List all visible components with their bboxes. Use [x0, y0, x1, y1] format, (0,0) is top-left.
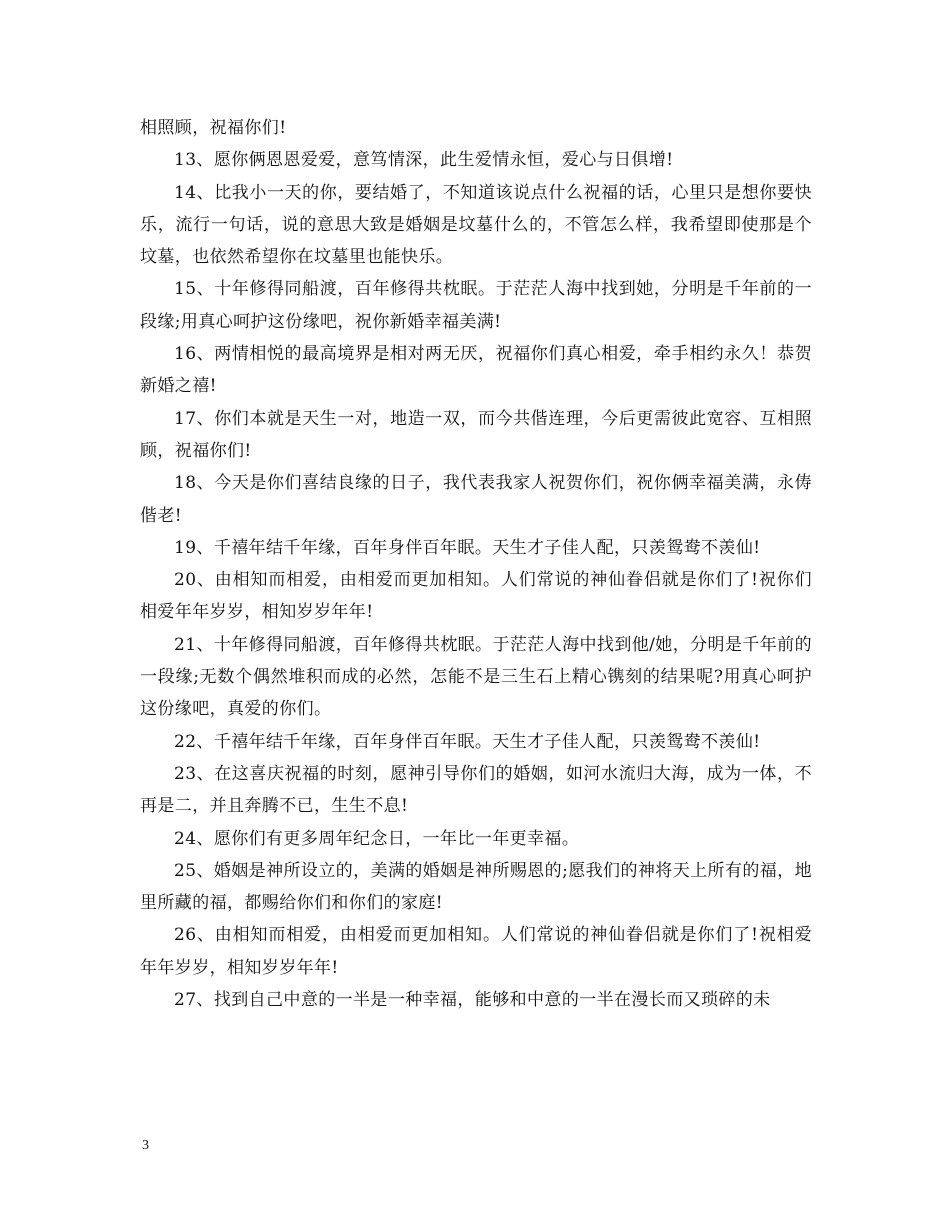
paragraph-3: 15、十年修得同船渡，百年修得共枕眠。于茫茫人海中找到她，分明是千年前的一段缘;用真心呵护这份缘吧，祝你新婚幸福美满! — [140, 279, 812, 332]
paragraph-6: 18、今天是你们喜结良缘的日子，我代表我家人祝贺你们，祝你俩幸福美满，永俦偕老! — [140, 473, 812, 526]
paragraph-15: 27、找到自己中意的一半是一种幸福，能够和中意的一半在漫长而又琐碎的未 — [174, 990, 771, 1011]
paragraph-13: 25、婚姻是神所设立的，美满的婚姻是神所赐恩的;愿我们的神将天上所有的福，地里所藏的福，都赐给你们和你们的家庭! — [140, 860, 812, 914]
paragraph-1: 13、愿你俩恩恩爱爱，意笃情深，此生爱情永恒，爱心与日俱增! — [174, 150, 674, 171]
paragraph-2: 14、比我小一天的你，要结婚了，不知道该说点什么祝福的话，心里只是想你要快乐，流行一句话，说的意思大致是婚姻是坟墓什么的，不管怎么样，我希望即使那是个坟墓，也依然希望你在坟墓里也能快乐。 — [140, 182, 812, 268]
paragraph-14: 26、由相知而相爱，由相爱而更加相知。人们常说的神仙眷侣就是你们了!祝相爱年年岁岁，相知岁岁年年! — [140, 925, 812, 978]
paragraph-12: 24、愿你们有更多周年纪念日，一年比一年更幸福。 — [174, 828, 580, 849]
paragraph-4: 16、两情相悦的最高境界是相对两无厌，祝福你们真心相爱，牵手相约永久！恭贺新婚之禧! — [140, 344, 812, 397]
paragraph-8: 20、由相知而相爱，由相爱而更加相知。人们常说的神仙眷侣就是你们了!祝你们相爱年年岁岁，相知岁岁年年! — [140, 570, 812, 623]
page-number: 3 — [142, 1138, 149, 1153]
paragraph-7: 19、千禧年结千年缘，百年身伴百年眠。天生才子佳人配，只羡鸳鸯不羡仙! — [174, 537, 761, 558]
paragraph-11: 23、在这喜庆祝福的时刻，愿神引导你们的婚姻，如河水流归大海，成为一体，不再是二，并且奔腾不已，生生不息! — [140, 763, 812, 817]
paragraph-9: 21、十年修得同船渡，百年修得共枕眠。于茫茫人海中找到他/她，分明是千年前的一段缘;无数个偶然堆积而成的必然，怎能不是三生石上精心镌刻的结果呢?用真心呵护这份缘吧，真爱的你们。 — [140, 634, 812, 720]
paragraph-5: 17、你们本就是天生一对，地造一双，而今共偕连理，今后更需彼此宽容、互相照顾，祝福你们! — [140, 408, 812, 461]
paragraph-0: 相照顾，祝福你们! — [140, 118, 287, 138]
paragraph-10: 22、千禧年结千年缘，百年身伴百年眠。天生才子佳人配，只羡鸳鸯不羡仙! — [174, 731, 761, 752]
body-text — [140, 112, 812, 1016]
